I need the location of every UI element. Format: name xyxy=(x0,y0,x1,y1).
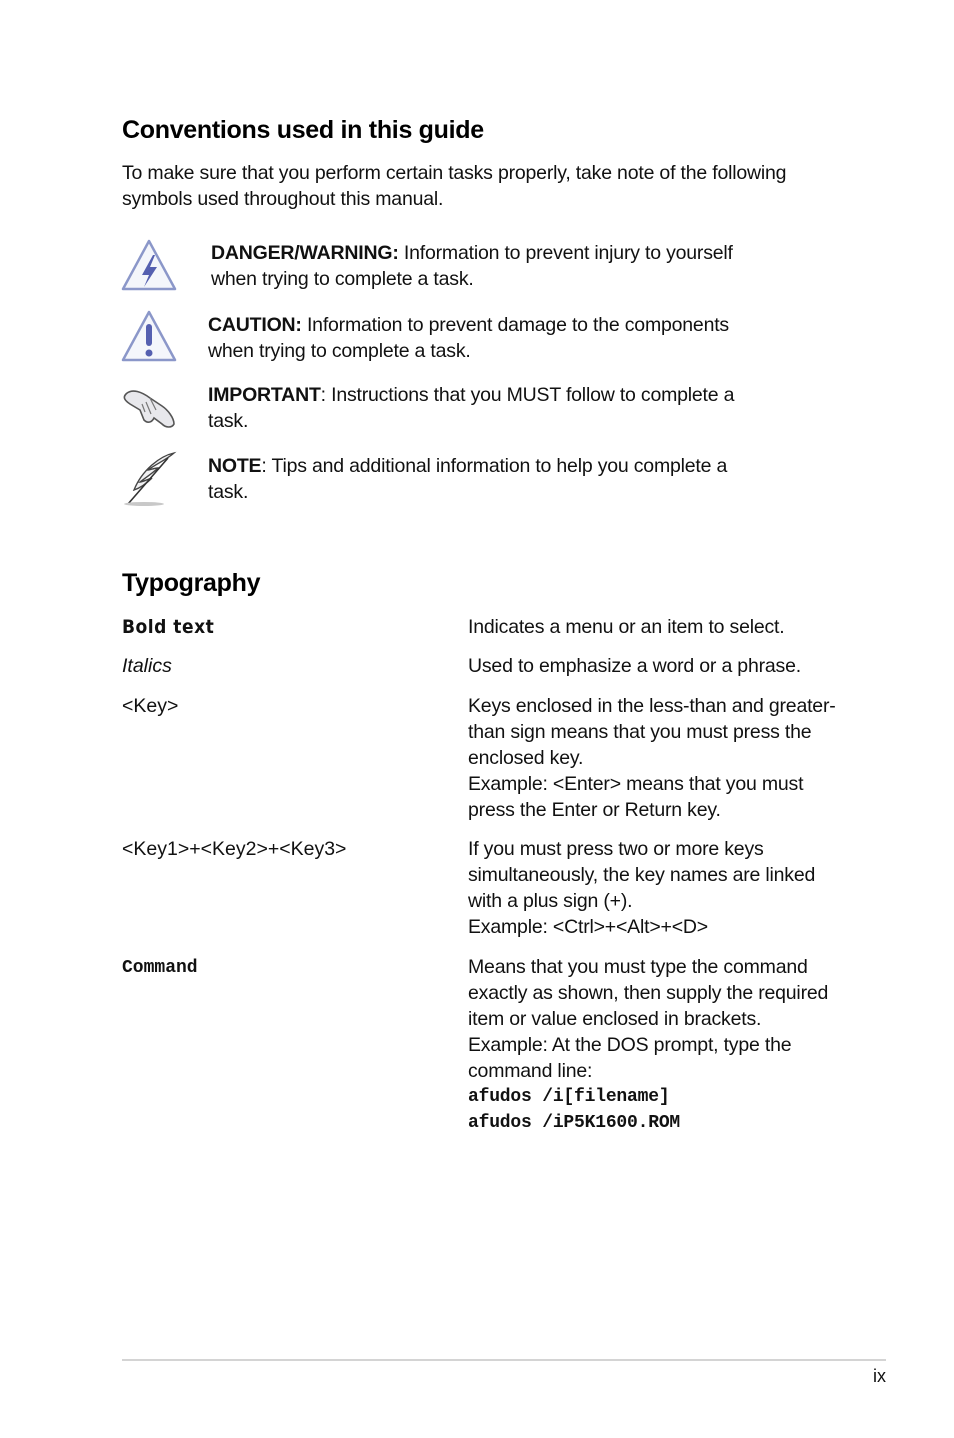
page-title: Conventions used in this guide xyxy=(122,116,484,144)
caution-icon xyxy=(120,308,178,366)
desc-example: Example: At the DOS prompt, type the command line: xyxy=(468,1034,792,1082)
command-line-2: afudos /iP5K1600.ROM xyxy=(468,1113,681,1133)
typography-desc-key-combo xyxy=(468,836,848,940)
notice-label: DANGER/WARNING: xyxy=(211,242,399,264)
notice-important xyxy=(208,382,768,434)
important-hand-icon xyxy=(120,380,178,438)
notice-body: Information to prevent injury to yourself when trying to complete a task. xyxy=(211,242,733,290)
danger-warning-icon xyxy=(120,237,178,295)
notice-danger-warning xyxy=(211,240,771,292)
notice-caution xyxy=(208,312,768,364)
typography-desc-key xyxy=(468,693,848,823)
intro-paragraph: To make sure that you perform certain tasks properly, take note of the following symbols used throughout this manual. xyxy=(122,162,787,210)
typography-term-italics: Italics xyxy=(122,655,172,677)
notice-body: Information to prevent damage to the components when trying to complete a task. xyxy=(208,314,729,362)
typography-desc-bold: Indicates a menu or an item to select. xyxy=(468,616,785,638)
typography-desc-italics: Used to emphasize a word or a phrase. xyxy=(468,655,801,677)
notice-body: : Tips and additional information to help you complete a task. xyxy=(208,455,728,503)
desc-text: Means that you must type the command exactly as shown, then supply the required item or value enclosed in brackets. xyxy=(468,956,829,1030)
desc-text: Keys enclosed in the less-than and greater-than sign means that you must press the enclosed key. xyxy=(468,695,836,769)
note-feather-icon xyxy=(120,450,178,508)
notice-label: CAUTION: xyxy=(208,314,302,336)
command-line-1: afudos /i[filename] xyxy=(468,1087,670,1107)
notice-body: : Instructions that you MUST follow to complete a task. xyxy=(208,384,735,432)
typography-term-command: Command xyxy=(122,958,198,978)
desc-example: Example: <Enter> means that you must press the Enter or Return key. xyxy=(468,773,804,821)
section-title-typography: Typography xyxy=(122,569,261,597)
desc-example: Example: <Ctrl>+<Alt>+<D> xyxy=(468,916,708,938)
notice-label: NOTE xyxy=(208,455,262,477)
notice-note xyxy=(208,453,768,505)
notice-label: IMPORTANT xyxy=(208,384,321,406)
desc-text: If you must press two or more keys simultaneously, the key names are linked with a plus sign (+). xyxy=(468,838,816,912)
typography-term-key-combo: <Key1>+<Key2>+<Key3> xyxy=(122,838,347,860)
typography-term-bold: Bold text xyxy=(122,616,215,638)
typography-term-key: <Key> xyxy=(122,695,179,717)
footer-divider xyxy=(122,1359,886,1361)
page-number: ix xyxy=(873,1366,886,1386)
typography-desc-command xyxy=(468,954,848,1136)
